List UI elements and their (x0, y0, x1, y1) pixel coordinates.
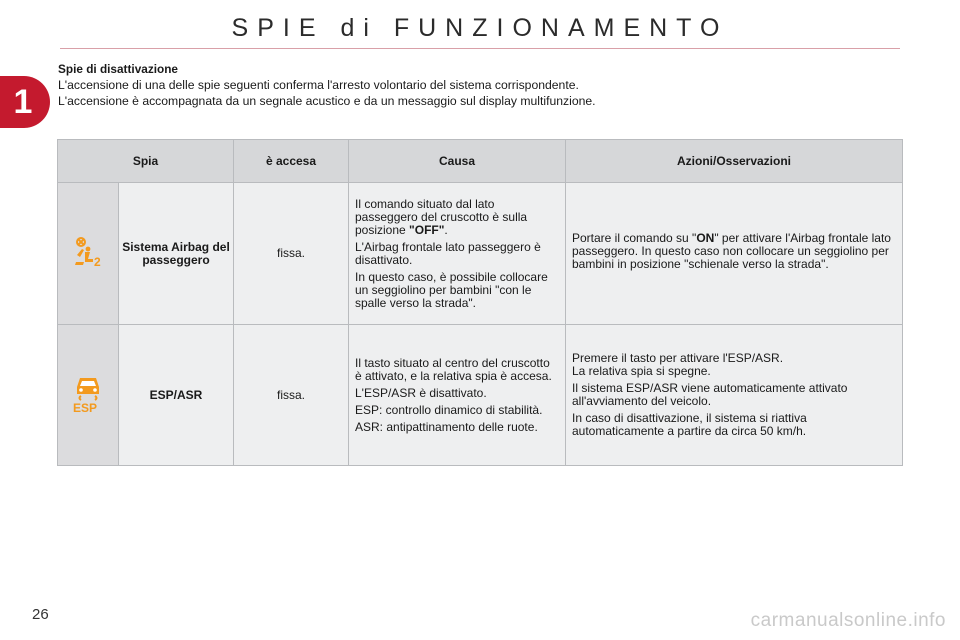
cause-p2: L'ESP/ASR è disattivato. (355, 385, 487, 400)
action-p1b: La relativa spia si spegne. (572, 364, 711, 378)
header-spia: Spia (58, 140, 234, 183)
cause-bold: "OFF" (409, 222, 445, 237)
light-name: Sistema Airbag del passeggero (119, 183, 234, 325)
esp-off-icon (71, 400, 105, 417)
action-cell (566, 325, 903, 466)
action-text: Portare il comando su " (572, 231, 697, 245)
intro-section (58, 61, 918, 109)
svg-text:ESP: ESP (73, 400, 98, 414)
cause-cell (349, 183, 566, 325)
cause-p4: ASR: antipattinamento delle ruote. (355, 419, 538, 434)
section-heading: Spie di disattivazione (58, 62, 178, 76)
title-divider (60, 48, 900, 49)
cause-text: . (444, 222, 448, 237)
light-name: ESP/ASR (119, 325, 234, 466)
icon-cell (58, 325, 119, 466)
cause-cell (349, 325, 566, 466)
cause-p3: ESP: controllo dinamico di stabilità. (355, 402, 543, 417)
page-number: 26 (32, 606, 49, 623)
cause-p1 (355, 198, 559, 237)
action-cell (566, 183, 903, 325)
intro-line-1: L'accensione di una delle spie seguenti conferma l'arresto volontario del sistema corrispondente. (58, 78, 579, 92)
cause-p2: L'Airbag frontale lato passeggero è disattivato. (355, 239, 541, 267)
cause-p3: In questo caso, è possibile collocare un seggiolino per bambini "con le spalle verso la strada". (355, 269, 548, 310)
cause-p1: Il tasto situato al centro del cruscotto è attivato, e la relativa spia è accesa. (355, 355, 552, 383)
warning-lights-table (57, 139, 903, 466)
page-title: SPIE di FUNZIONAMENTO (231, 14, 729, 42)
icon-cell (58, 183, 119, 325)
watermark: carmanualsonline.info (750, 610, 946, 631)
intro-line-2: L'accensione è accompagnata da un segnale acustico e da un messaggio sul display multifunzione. (58, 94, 596, 108)
action-text: " per attivare l'Airbag frontale lato passeggero. In questo caso non collocare un seggiolino per bambini in posizione "schienale verso la strada". (572, 231, 891, 271)
airbag-off-icon (71, 255, 105, 272)
action-p3: In caso di disattivazione, il sistema si riattiva automaticamente a partire da circa 50 km/h. (572, 411, 807, 438)
table-row (58, 325, 903, 466)
chapter-tab: 1 (0, 76, 50, 128)
table-header-row (58, 140, 903, 183)
action-p1a: Premere il tasto per attivare l'ESP/ASR. (572, 351, 784, 365)
svg-text:2: 2 (94, 255, 101, 269)
action-p2: Il sistema ESP/ASR viene automaticamente attivato all'avviamento del veicolo. (572, 381, 848, 408)
action-bold: ON (696, 231, 715, 245)
table-row (58, 183, 903, 325)
light-state: fissa. (234, 325, 349, 466)
light-state: fissa. (234, 183, 349, 325)
header-accesa: è accesa (234, 140, 349, 183)
action-p1 (572, 232, 896, 271)
header-causa: Causa (349, 140, 566, 183)
cause-text: Il comando situato dal lato passeggero del cruscotto è sulla posizione (355, 196, 528, 237)
header-azioni: Azioni/Osservazioni (566, 140, 903, 183)
